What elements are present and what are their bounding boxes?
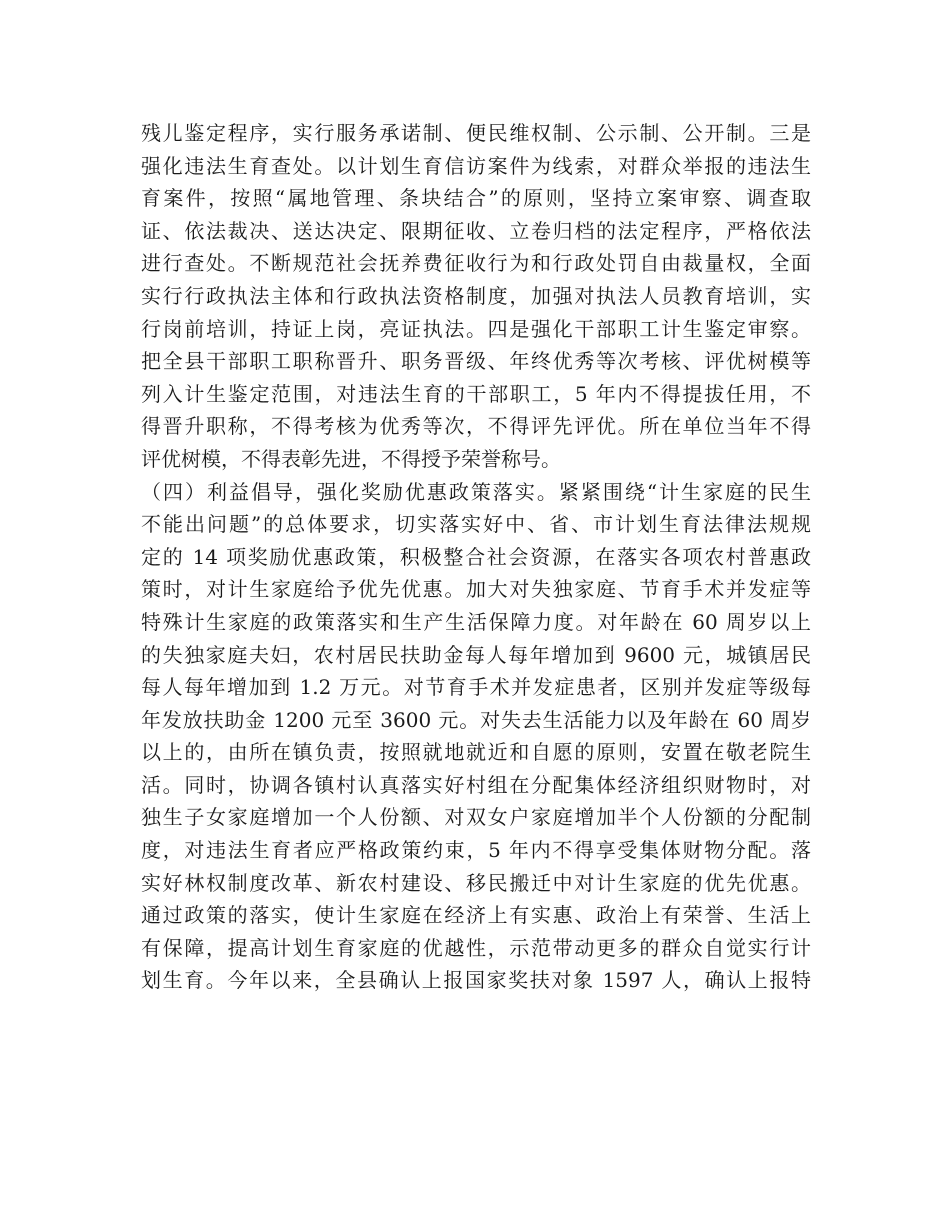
text-line: 的失独家庭夫妇，农村居民扶助金每人每年增加到 9600 元，城镇居民	[141, 642, 811, 667]
text-line: 每人每年增加到 1.2 万元。对节育手术并发症患者，区别并发症等级每	[141, 675, 811, 700]
text-line: 活。同时，协调各镇村认真落实好村组在分配集体经济组织财物时，对	[141, 772, 811, 797]
text-line: 证、依法裁决、送达决定、限期征收、立卷归档的法定程序，严格依法	[141, 218, 811, 243]
text-line: 通过政策的落实，使计生家庭在经济上有实惠、政治上有荣誉、生活上	[141, 903, 811, 928]
text-line: 进行查处。不断规范社会抚养费征收行为和行政处罚自由裁量权，全面	[141, 251, 811, 276]
text-line: 强化违法生育查处。以计划生育信访案件为线索，对群众举报的违法生	[141, 153, 811, 178]
text-line: 育案件，按照“属地管理、条块结合”的原则，坚持立案审察、调查取	[141, 186, 811, 211]
text-line: 残儿鉴定程序，实行服务承诺制、便民维权制、公示制、公开制。三是	[141, 121, 811, 145]
text-line-paragraph-end: 评优树模，不得表彰先进，不得授予荣誉称号。	[141, 446, 561, 471]
text-line: 策时，对计生家庭给予优先优惠。加大对失独家庭、节育手术并发症等	[141, 577, 811, 602]
section-heading-line: （四）利益倡导，强化奖励优惠政策落实。紧紧围绕“计生家庭的民生	[141, 479, 811, 504]
text-line: 行岗前培训，持证上岗，亮证执法。四是强化干部职工计生鉴定审察。	[141, 316, 811, 341]
text-line: 以上的，由所在镇负责，按照就地就近和自愿的原则，安置在敬老院生	[141, 740, 811, 765]
text-line: 有保障，提高计划生育家庭的优越性，示范带动更多的群众自觉实行计	[141, 935, 811, 960]
text-line: 特殊计生家庭的政策落实和生产生活保障力度。对年龄在 60 周岁以上	[141, 609, 811, 634]
text-line: 不能出问题”的总体要求，切实落实好中、省、市计划生育法律法规规	[141, 512, 811, 537]
text-line: 把全县干部职工职称晋升、职务晋级、年终优秀等次考核、评优树模等	[141, 349, 811, 374]
text-line: 度，对违法生育者应严格政策约束，5 年内不得享受集体财物分配。落	[141, 838, 811, 863]
text-line: 实好林权制度改革、新农村建设、移民搬迁中对计生家庭的优先优惠。	[141, 870, 811, 895]
text-line: 实行行政执法主体和行政执法资格制度，加强对执法人员教育培训，实	[141, 283, 811, 308]
text-line: 年发放扶助金 1200 元至 3600 元。对失去生活能力以及年龄在 60 周岁	[141, 707, 811, 732]
text-line: 得晋升职称，不得考核为优秀等次，不得评先评优。所在单位当年不得	[141, 414, 811, 439]
body-text	[141, 117, 811, 997]
text-line: 定的 14 项奖励优惠政策，积极整合社会资源，在落实各项农村普惠政	[141, 544, 811, 569]
text-line: 列入计生鉴定范围，对违法生育的干部职工，5 年内不得提拔任用，不	[141, 381, 811, 406]
text-line: 独生子女家庭增加一个人份额、对双女户家庭增加半个人份额的分配制	[141, 805, 811, 830]
text-line: 划生育。今年以来，全县确认上报国家奖扶对象 1597 人，确认上报特	[141, 968, 811, 993]
